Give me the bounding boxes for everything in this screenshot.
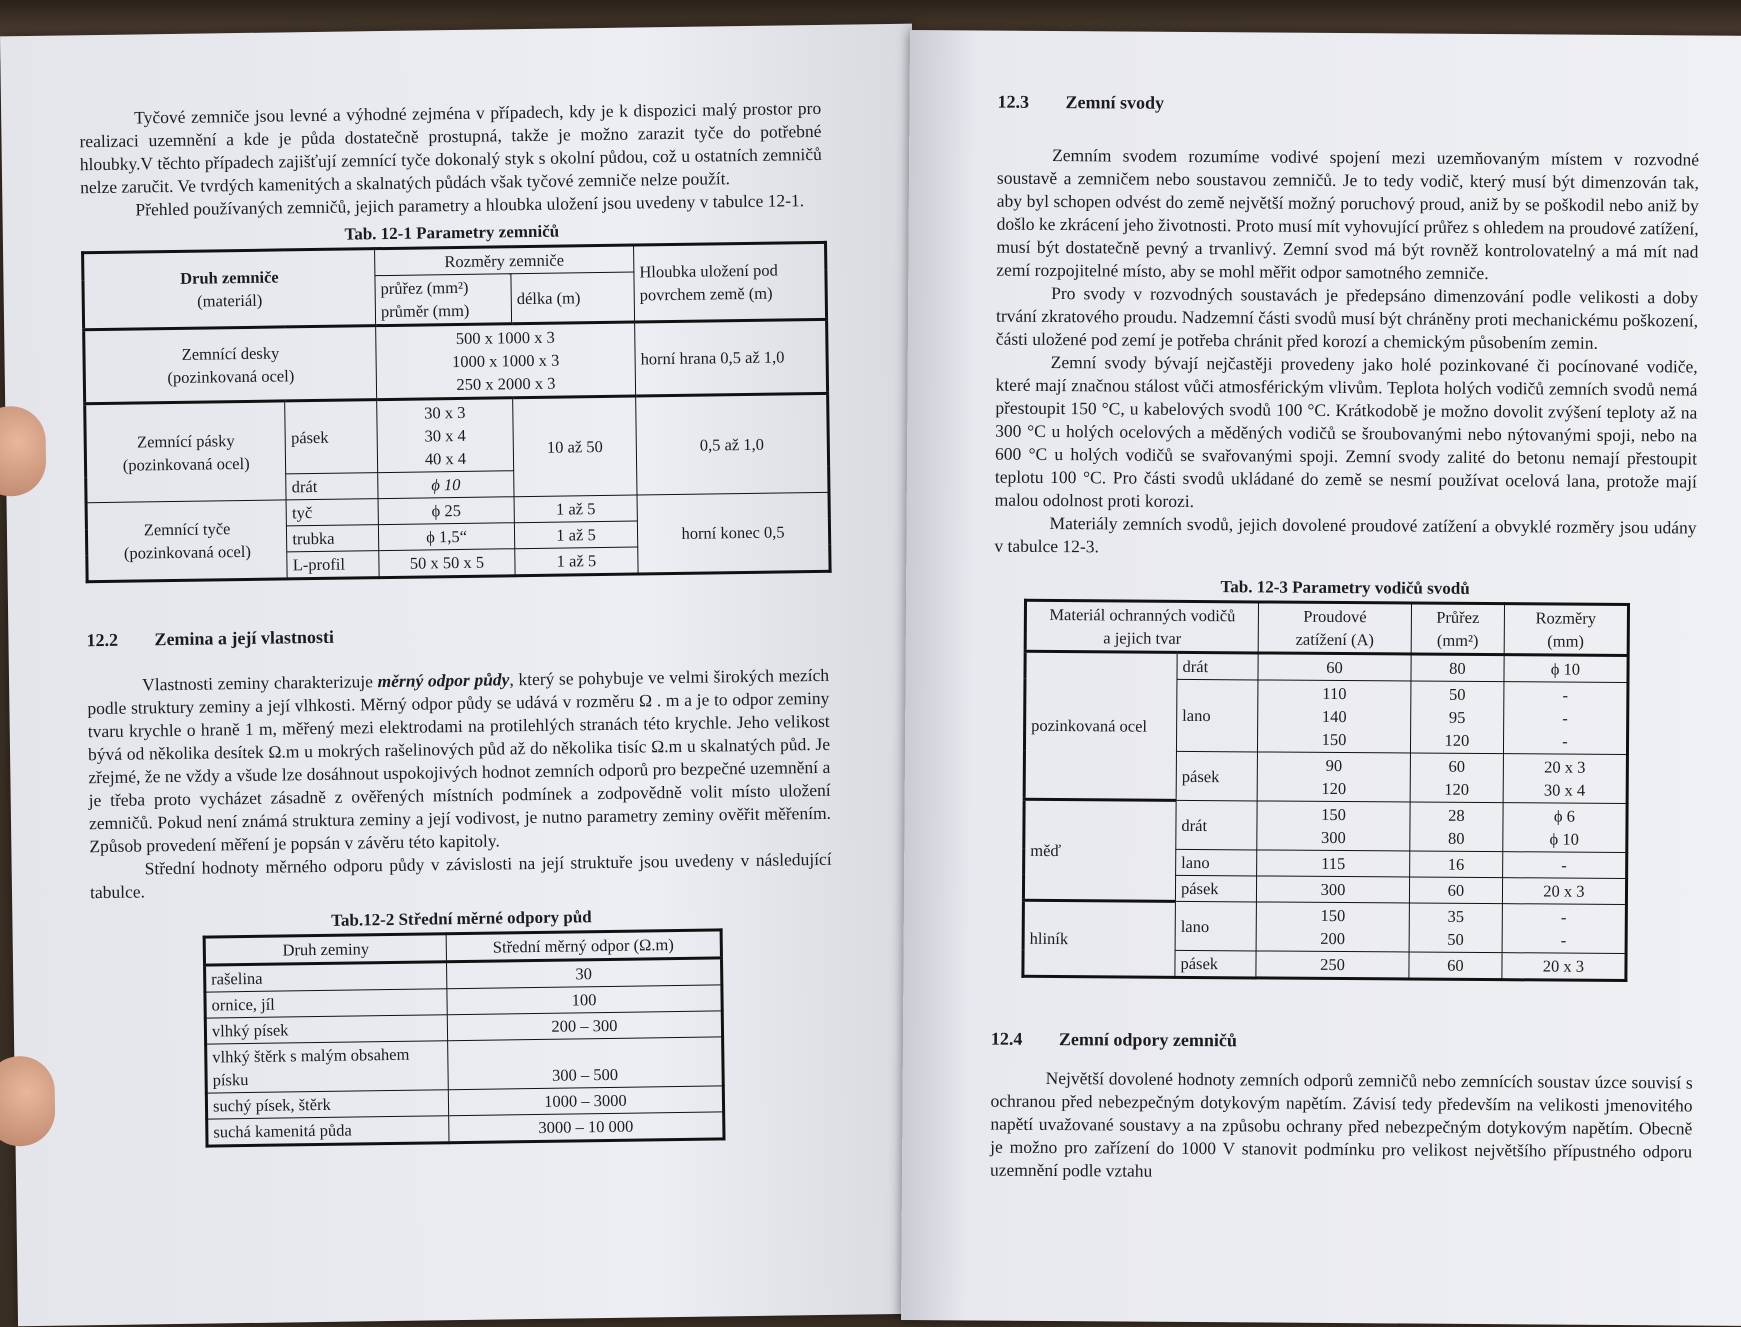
cross-cell [1410, 753, 1503, 803]
pasek-dim: 40 x 4 [424, 448, 467, 469]
cross-cell [1409, 877, 1502, 904]
header-type-sub: (materiál) [197, 290, 263, 311]
table-row [207, 1112, 724, 1146]
tyc-label: tyč [286, 499, 378, 526]
section-title: Zemní odpory zemničů [1058, 1029, 1238, 1051]
header-cell-type [83, 249, 376, 330]
header-material-2: a jejich tvar [1103, 628, 1182, 648]
material-cell: hliník [1023, 900, 1176, 977]
soil-cell: vlhký písek [205, 1015, 447, 1044]
load-cell [1257, 850, 1410, 877]
desky-dim: 1000 x 1000 x 3 [451, 350, 560, 372]
dims-cell [1503, 803, 1628, 853]
lprofil-label: L-profil [287, 551, 379, 579]
load-cell-value: 110 [1322, 683, 1347, 704]
para-emphasis: měrný odpor půdy [377, 669, 510, 692]
dims-cell [1504, 655, 1628, 683]
dims-cell-value: ϕ 10 [1550, 659, 1581, 679]
load-cell-value: 200 [1320, 928, 1346, 949]
load-cell-value: 150 [1320, 905, 1346, 926]
header-cell-length: délka (m) [511, 272, 635, 324]
section-12-3-paragraph: Materiály zemních svodů, jejich dovolené proudové zatížení a obvyklé rozměry jsou udány v tabulce 12-3. [994, 512, 1697, 557]
section-title: Zemina a její vlastnosti [154, 626, 335, 650]
dims-cell [1503, 754, 1628, 804]
load-cell-value: 150 [1321, 804, 1347, 825]
section-12-2-paragraph-1 [87, 664, 831, 858]
table-header-row [1025, 600, 1628, 655]
form-cell: lano [1176, 849, 1257, 876]
cross-cell [1410, 802, 1503, 852]
tyce-depth: horní konec 0,5 [637, 492, 830, 574]
header-cross-1: Průřez [1436, 607, 1480, 627]
header-dims [1504, 604, 1629, 656]
cross-cell-value: 60 [1448, 756, 1466, 776]
cross-cell-value: 120 [1444, 730, 1470, 750]
desky-dim: 250 x 2000 x 3 [456, 373, 556, 395]
cross-cell-value: 60 [1447, 955, 1464, 975]
cross-cell-value: 16 [1447, 854, 1465, 874]
material-cell: měď [1023, 799, 1176, 901]
cross-cell-value: 80 [1447, 828, 1465, 848]
form-cell: pásek [1176, 751, 1257, 801]
section-number: 12.2 [86, 629, 119, 651]
tyc-length: 1 až 5 [514, 495, 637, 523]
section-title: Zemní svody [1065, 92, 1165, 113]
soil-cell: rašelina [205, 962, 447, 992]
dims-cell-value: - [1562, 731, 1568, 751]
section-12-3-paragraph: Zemním svodem rozumíme vodivé spojení mezi uzemňovaným místem v rozvodné soustavě a zemničem nebo soustavou zemničů. Je to tedy vodič, který musí být dimenzován tak, aby byl schopen odvést do země největší možný poruchový proud, aniž by se poškodil nebo aniž by došlo ke zkrácení jeho životnosti. Proto musí mít vyhovující průřez s ohledem na proudové zatížení, musí být dostatečně pevný a trvanlivý. Zemní svod má být rovněž kontrolovatelný a má mít nad zemí rozpojitelné místo, aby se mohl měřit odpor samotného zemniče. [996, 144, 1700, 284]
pasek-dims-cell [377, 398, 514, 473]
cross-cell-value: 120 [1444, 779, 1470, 799]
resistivity-cell: 30 [447, 958, 722, 989]
tyce-name: Zemnící tyče [143, 518, 231, 539]
header-material [1025, 600, 1258, 653]
desky-cell [84, 326, 377, 404]
table-conductor-parameters [1021, 599, 1630, 982]
dims-cell [1502, 852, 1626, 879]
para-text: , který se pohybuje ve velmi širokých mezích podle struktury zeminy a její vlhkosti. Měrný odpor půdy se udává v rozměru Ω . m a je to odpor zeminy tvaru krychle o hraně 1 m, měřený mezi elektrodami na protilehlých stranách této krychle. Jeho velikost bývá od několika desítek Ω.m u mokrých rašelinových půd až do několika tisíc Ω.m u skalnatých půd. Je zřejmé, že ne vždy a všude lze dosáhnout uspokojivých hodnot zemních odporů pro bezpečné uzemnění a je třeba proto vycházet zásadně z ověřených místních podmínek a zodpovědně volit místo uložení zemničů. Pokud není známá struktura zeminy a její vodivost, je nutno parametry zeminy ověřit měřením. Způsob provedení měření je popsán v závěru této kapitoly. [87, 664, 832, 857]
lprofil-dim: 50 x 50 x 5 [379, 549, 515, 578]
load-cell-value: 60 [1326, 657, 1343, 678]
trubka-dim: ϕ 1,5“ [378, 523, 514, 551]
header-dims-2: (mm) [1547, 631, 1585, 651]
cross-cell-value: 60 [1447, 880, 1465, 900]
load-cell-value: 140 [1321, 706, 1347, 727]
desky-depth: horní hrana 0,5 až 1,0 [635, 319, 828, 396]
header-cross [1411, 603, 1504, 655]
section-12-2-paragraph-2: Střední hodnoty měrného odporu půdy v závislosti na její struktuře jsou uvedeny v následující tabulce. [89, 848, 832, 903]
load-cell-value: 115 [1321, 853, 1346, 874]
pasek-label: pásek [285, 400, 378, 474]
table-row [85, 393, 829, 476]
header-load [1258, 602, 1411, 654]
trubka-label: trubka [287, 525, 379, 552]
load-cell-value: 120 [1321, 778, 1347, 799]
table3-caption: Tab. 12-3 Parametry vodičů svodů [1220, 577, 1470, 598]
cross-cell-value: 50 [1448, 684, 1466, 704]
header-load-2: zatížení (A) [1295, 629, 1375, 650]
table-row [84, 319, 828, 403]
load-cell [1256, 902, 1409, 952]
dims-cell-value: - [1560, 907, 1567, 927]
para-text: Vlastnosti zeminy charakterizuje [141, 671, 378, 695]
table-row [1023, 900, 1626, 953]
table2-caption: Tab.12-2 Střední měrné odpory půd [331, 907, 592, 930]
section-12-3-heading [997, 91, 1699, 119]
load-cell-value: 300 [1320, 827, 1346, 848]
header-soil: Druh zeminy [204, 934, 446, 965]
pasky-material: (pozinkovaná ocel) [122, 453, 250, 475]
pasky-name: Zemnící pásky [136, 430, 235, 451]
dims-cell [1502, 953, 1626, 981]
pasky-length: 10 až 50 [513, 396, 637, 497]
dims-cell [1503, 682, 1628, 755]
material-cell: pozinkovaná ocel [1024, 651, 1177, 800]
dims-cell-value: - [1560, 930, 1567, 950]
soil-cell: ornice, jíl [205, 989, 447, 1018]
left-page-content [79, 97, 835, 1149]
right-page [901, 30, 1741, 1326]
soil-cell: suchá kamenitá půda [207, 1116, 449, 1146]
thumb-top [0, 406, 46, 497]
load-cell-value: 300 [1320, 879, 1346, 900]
load-cell [1256, 876, 1409, 903]
table-row [1025, 651, 1628, 682]
dims-cell-value: - [1562, 708, 1568, 728]
desky-material: (pozinkovaná ocel) [167, 365, 295, 387]
table-soil-resistivity [203, 928, 726, 1147]
soil-cell: suchý písek, štěrk [206, 1090, 448, 1119]
section-12-4-heading [991, 1028, 1693, 1056]
header-load-1: Proudové [1303, 606, 1367, 627]
cross-cell-value: 50 [1447, 929, 1464, 949]
load-cell [1257, 752, 1410, 802]
load-cell [1258, 653, 1411, 681]
desky-dim: 500 x 1000 x 3 [455, 327, 555, 349]
header-cross-1: průřez (mm²) [380, 277, 469, 299]
header-cross-2: průměr (mm) [380, 300, 470, 322]
load-cell-value: 150 [1321, 729, 1347, 750]
load-cell [1257, 680, 1411, 753]
form-cell: lano [1175, 901, 1256, 951]
header-cell-cross [375, 274, 512, 326]
table-row [206, 1037, 724, 1093]
load-cell [1257, 801, 1410, 851]
soil-cell: vlhký štěrk s malým obsahem písku [206, 1041, 449, 1093]
section-12-3-paragraph: Zemní svody bývají nejčastěji provedeny jako holé pozinkované či pocínované vodiče, které mají značnou stálost vůči atmosférickým vlivům. Teplota holých vodičů zemních svodů nemá přestoupit 150 °C, u kabelových svodů 100 °C. Krátkodobě je možno dovolit zvýšení teploty až na 300 °C u holých ocelových a měděných vodičů se šroubovanými nebo nýtovanými spoji, nebo na 600 °C u holých vodičů se svařovanými spoji. Zemní svody zalité do betonu nemají přestoupit teplotu 100 °C. Pro části svodů ukládané do země se nesmí používat ocelová lana, protože mají malou odolnost proti korozi. [994, 351, 1698, 511]
pasek-dim: 30 x 4 [424, 425, 466, 446]
header-cell-depth: Hloubka uložení pod povrchem země (m) [634, 242, 827, 322]
form-cell: drát [1176, 800, 1257, 850]
cross-cell-value: 35 [1447, 906, 1465, 926]
tyc-dim: ϕ 25 [378, 497, 514, 525]
trubka-length: 1 až 5 [514, 521, 637, 549]
cross-cell-value: 95 [1448, 707, 1466, 727]
right-page-content [990, 91, 1700, 1187]
form-cell: drát [1177, 652, 1258, 680]
resistivity-cell: 1000 – 3000 [448, 1086, 723, 1116]
header-material-1: Materiál ochranných vodičů [1049, 604, 1236, 626]
cross-cell-value: 28 [1448, 805, 1465, 825]
tyce-cell [86, 500, 287, 582]
tyce-material: (pozinkovaná ocel) [123, 541, 251, 563]
resistivity-cell: 3000 – 10 000 [449, 1112, 724, 1143]
header-cross-2: (mm²) [1436, 630, 1479, 650]
intro-paragraph-1: Tyčové zemniče jsou levné a výhodné zejména v případech, kdy je k dispozici malý prostor pro realizaci uzemnění a kde je půda dostatečně prostupná, takže je možno zarazit tyče do potřebné hloubky.V těchto případech zajišťují zemnící tyče dokonalý styk s okolní půdou, což u ostatních zemničů nelze zaručit. Ve tvrdých kamenitých a skalnatých půdách však tyčové zemniče nelze použít. [79, 97, 822, 198]
dims-cell-value: - [1561, 855, 1567, 875]
cross-cell-value: 80 [1449, 658, 1466, 678]
pasky-cell [85, 401, 287, 503]
lprofil-length: 1 až 5 [515, 547, 638, 576]
section-number: 12.3 [997, 91, 1030, 112]
cross-cell [1411, 654, 1504, 682]
table-grounding-electrodes [81, 241, 832, 583]
desky-name: Zemnící desky [181, 342, 280, 364]
section-12-2-heading [86, 619, 828, 652]
dims-cell [1502, 878, 1626, 905]
section-12-3-paragraph: Pro svody v rozvodných soustavách je předepsáno dimenzování podle velikosti a doby trvání zkratového proudu. Nadzemní části svodů musí být chráněny proti mechanickému poškození, části uložené pod zemí je potřeba chránit před korozí a chemickým působením zemin. [995, 282, 1699, 353]
form-cell: lano [1176, 679, 1258, 752]
cross-cell [1410, 851, 1503, 878]
thumb-bottom [0, 1056, 56, 1147]
pasek-dim: 30 x 3 [424, 402, 466, 423]
resistivity-cell: 200 – 300 [447, 1011, 722, 1041]
dims-cell-value: 20 x 3 [1544, 757, 1586, 777]
dims-cell-value: ϕ 10 [1549, 829, 1579, 849]
load-cell-value: 90 [1325, 755, 1343, 776]
dims-cell-value: 30 x 4 [1543, 780, 1586, 800]
header-type-label: Druh zemniče [180, 267, 279, 288]
intro-paragraph-2: Přehled používaných zemničů, jejich parametry a hloubka uložení jsou uvedeny v tabulce 12-1. [135, 190, 805, 220]
dims-cell [1502, 904, 1627, 954]
form-cell: pásek [1175, 875, 1256, 902]
resistivity-cell: 100 [447, 985, 722, 1015]
cross-cell [1409, 952, 1502, 980]
header-dims-1: Rozměry [1535, 608, 1597, 628]
section-12-4-paragraph: Největší dovolené hodnoty zemních odporů zemničů nebo zemnících soustav úzce souvisí s ochranou před nebezpečným dotykovým napětím. Závisí tedy především na velikosti jmenovitého napětí uvažované soustavy a na způsobu ochrany před nebezpečným dotykovým napětím. Obecně je možno pro zařízení do 1000 V stanovit podmínku pro velikost největšího přípustného odporu uzemnění podle vztahu [989, 1067, 1693, 1181]
resistivity-cell: 300 – 500 [448, 1037, 724, 1090]
section-number: 12.4 [990, 1028, 1023, 1049]
drat-label: drát [286, 473, 378, 500]
cross-cell [1409, 903, 1502, 953]
dims-cell-value: 20 x 3 [1543, 881, 1585, 901]
desky-dims-cell [376, 322, 636, 400]
header-cell-dims: Rozměry zemniče [375, 245, 634, 276]
pasky-depth: 0,5 až 1,0 [636, 393, 829, 495]
drat-dim: ϕ 10 [378, 471, 514, 499]
dims-cell-value: ϕ 6 [1553, 806, 1576, 826]
dims-cell-value: - [1562, 685, 1569, 705]
load-cell-value: 250 [1320, 954, 1345, 975]
cross-cell [1411, 681, 1504, 754]
left-page [0, 24, 930, 1327]
table1-caption: Tab. 12-1 Parametry zemničů [344, 221, 560, 244]
load-cell [1256, 951, 1409, 979]
table-row [1024, 799, 1627, 852]
dims-cell-value: 20 x 3 [1542, 956, 1585, 976]
header-resistivity: Střední měrný odpor (Ω.m) [446, 930, 721, 962]
form-cell: pásek [1175, 950, 1256, 978]
